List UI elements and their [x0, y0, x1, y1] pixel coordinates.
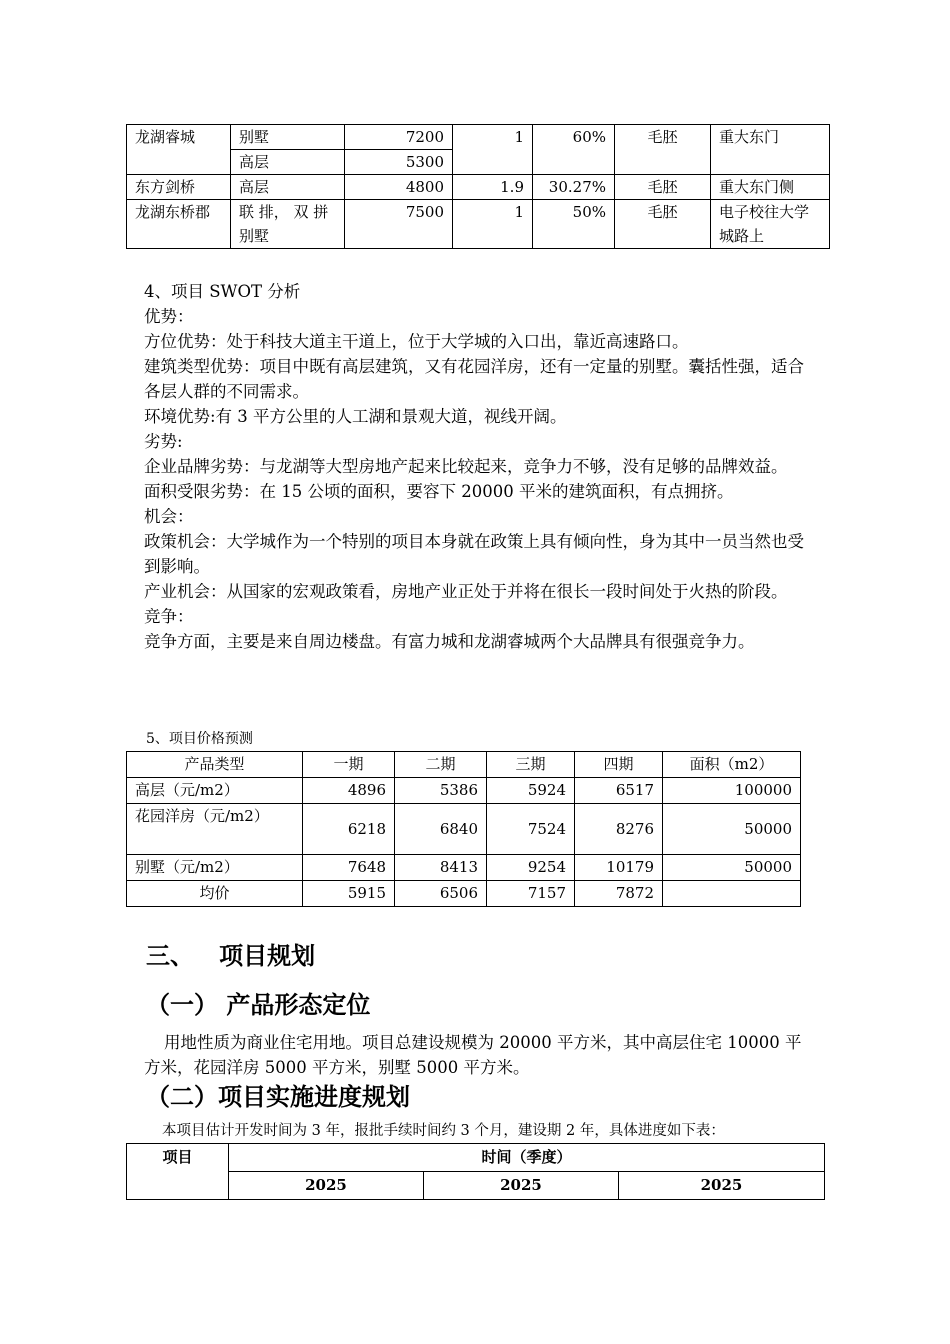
table-cell: 8413 [395, 855, 487, 881]
table-cell: 6840 [395, 804, 487, 855]
weakness-label: 劣势: [144, 432, 183, 451]
type-cell: 高层 [231, 150, 345, 175]
ratio-cell: 1 [453, 200, 533, 249]
table-row [127, 855, 801, 881]
location-cell: 重大东门侧 [711, 175, 830, 200]
table-header-row [127, 1144, 825, 1172]
subsection-title: （一） 产品形态定位 [146, 990, 371, 1019]
row-label: 花园洋房（元/m2） [127, 804, 303, 855]
type-cell: 别墅 [231, 125, 345, 150]
schedule-table [126, 1143, 825, 1200]
table-cell: 7872 [575, 881, 663, 907]
finish-cell: 毛胚 [615, 200, 711, 249]
weakness-area: 面积受限劣势：在 15 公顷的面积，要容下 20000 平米的建筑面积，有点拥挤。 [144, 482, 734, 501]
table-cell: 6218 [303, 804, 395, 855]
column-header: 三期 [487, 752, 575, 778]
table-cell: 6517 [575, 778, 663, 804]
table-row [127, 175, 830, 200]
strength-building-type: 建筑类型优势：项目中既有高层建筑，又有花园洋房，还有一定量的别墅。囊括性强，适合各层人群的不同需求。 [144, 357, 804, 401]
column-header: 产品类型 [127, 752, 303, 778]
table-cell: 5915 [303, 881, 395, 907]
project-name-cell: 龙湖东桥郡 [127, 200, 231, 249]
table-cell: 4896 [303, 778, 395, 804]
type-cell: 高层 [231, 175, 345, 200]
price-cell: 5300 [345, 150, 453, 175]
product-positioning-text: 用地性质为商业住宅用地。项目总建设规模为 20000 平方米，其中高层住宅 10000 平方米，花园洋房 5000 平方米，别墅 5000 平方米。 [144, 1033, 802, 1077]
strength-location: 方位优势：处于科技大道主干道上，位于大学城的入口出，靠近高速路口。 [144, 332, 689, 351]
project-name-cell: 龙湖睿城 [127, 125, 231, 175]
year-header: 2025 [424, 1172, 619, 1200]
table-row [127, 125, 830, 150]
finish-cell: 毛胚 [615, 175, 711, 200]
table-cell: 9254 [487, 855, 575, 881]
column-header: 一期 [303, 752, 395, 778]
weakness-brand: 企业品牌劣势：与龙湖等大型房地产起来比较起来，竞争力不够，没有足够的品牌效益。 [144, 457, 788, 476]
green-rate-cell: 60% [533, 125, 615, 175]
table-cell: 7524 [487, 804, 575, 855]
table-row [127, 778, 801, 804]
table-row [127, 804, 801, 855]
green-rate-cell: 30.27% [533, 175, 615, 200]
subsection-paragraph [144, 1030, 809, 1080]
table-cell [663, 881, 801, 907]
threat-label: 竞争： [144, 607, 194, 626]
threat-competition: 竞争方面，主要是来自周边楼盘。有富力城和龙湖睿城两个大品牌具有很强竞争力。 [144, 632, 755, 651]
column-header: 二期 [395, 752, 487, 778]
project-name-cell: 东方剑桥 [127, 175, 231, 200]
finish-cell: 毛胚 [615, 125, 711, 175]
column-header: 四期 [575, 752, 663, 778]
year-header: 2025 [619, 1172, 825, 1200]
column-header: 面积（m2） [663, 752, 801, 778]
column-header: 时间（季度） [229, 1144, 825, 1172]
price-cell: 7500 [345, 200, 453, 249]
table-cell: 50000 [663, 804, 801, 855]
table-row [127, 881, 801, 907]
price-cell: 7200 [345, 125, 453, 150]
table-cell: 5386 [395, 778, 487, 804]
table-header-row [127, 1172, 825, 1200]
row-label: 别墅（元/m2） [127, 855, 303, 881]
row-label: 高层（元/m2） [127, 778, 303, 804]
table-header-row [127, 752, 801, 778]
subsection-title: （二）项目实施进度规划 [146, 1082, 410, 1111]
table-cell: 50000 [663, 855, 801, 881]
location-cell: 电子校往大学城路上 [711, 200, 830, 249]
table-cell: 7648 [303, 855, 395, 881]
price-forecast-table [126, 751, 801, 907]
strength-environment: 环境优势:有 3 平方公里的人工湖和景观大道，视线开阔。 [144, 407, 567, 426]
table-cell: 5924 [487, 778, 575, 804]
type-cell: 联 排， 双 拼 别墅 [231, 200, 345, 249]
schedule-intro: 本项目估计开发时间为 3 年，报批手续时间约 3 个月，建设期 2 年，具体进度如下表： [162, 1123, 725, 1139]
opportunity-label: 机会： [144, 507, 194, 526]
ratio-cell: 1 [453, 125, 533, 175]
table-cell: 10179 [575, 855, 663, 881]
table-cell: 8276 [575, 804, 663, 855]
competitor-table [126, 124, 830, 249]
table-cell: 7157 [487, 881, 575, 907]
opportunity-industry: 产业机会：从国家的宏观政策看，房地产业正处于并将在很长一段时间处于火热的阶段。 [144, 582, 788, 601]
opportunity-policy: 政策机会：大学城作为一个特别的项目本身就在政策上具有倾向性，身为其中一员当然也受到影响。 [144, 532, 804, 576]
table-cell: 6506 [395, 881, 487, 907]
price-cell: 4800 [345, 175, 453, 200]
location-cell: 重大东门 [711, 125, 830, 175]
green-rate-cell: 50% [533, 200, 615, 249]
column-header: 项目 [127, 1144, 229, 1200]
row-label: 均价 [127, 881, 303, 907]
strength-label: 优势： [144, 307, 194, 326]
swot-section [144, 279, 809, 654]
table-row [127, 200, 830, 249]
swot-heading: 4、项目 SWOT 分析 [144, 282, 301, 301]
year-header: 2025 [229, 1172, 424, 1200]
section-title: 三、 项目规划 [146, 941, 316, 970]
ratio-cell: 1.9 [453, 175, 533, 200]
price-forecast-heading: 5、项目价格预测 [146, 731, 253, 747]
table-cell: 100000 [663, 778, 801, 804]
